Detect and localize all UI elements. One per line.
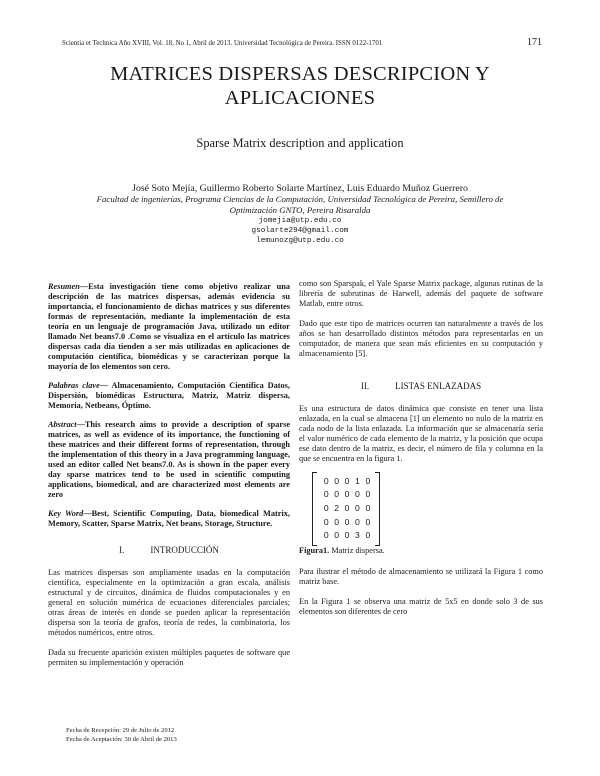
paper-title bbox=[40, 62, 560, 110]
matrix-cell: 0 bbox=[323, 475, 329, 486]
matrix-left-bracket bbox=[312, 472, 317, 546]
matrix-cell: 0 bbox=[334, 530, 339, 541]
matrix-cell: 0 bbox=[365, 530, 371, 541]
matrix-cell: 0 bbox=[365, 502, 371, 513]
matrix-cell: 0 bbox=[344, 475, 350, 486]
matrix-cell: 0 bbox=[323, 516, 329, 527]
running-head: Scientia et Technica Año XVIII, Vol. 18, No 1, Abril de 2013. Universidad Tecnológica de Pereira. ISSN 0122-1701 bbox=[62, 40, 383, 47]
listas-paragraph: Es una estructura de datos dinámica que consiste en tener una lista enlazada, en la cual se almacena [1] un elemento no nulo de la matriz en cada nodo de la lista enlazada. La información que se almacenaría sería el valor numérico de cada elemento de la matriz, y la posición que ocupa ese dato dentro de la matriz, es decir, el número de fila y columna en la que se encuentra en la figura 1. bbox=[299, 404, 543, 463]
matrix-cell: 0 bbox=[344, 516, 350, 527]
figure-caption-label: Figura1. bbox=[299, 546, 330, 555]
matrix-row bbox=[321, 501, 373, 515]
footer-dates bbox=[66, 726, 177, 744]
matrix-cell: 0 bbox=[365, 475, 371, 486]
matrix-cell: 1 bbox=[355, 475, 360, 486]
matrix-cell: 0 bbox=[355, 489, 360, 500]
palabras-clave-block bbox=[48, 381, 290, 411]
email-3: lemunozg@utp.edu.co bbox=[256, 237, 344, 245]
matrix-cell: 0 bbox=[355, 516, 360, 527]
section-2-title: LISTAS ENLAZADAS bbox=[395, 381, 482, 391]
matrix-row bbox=[321, 488, 373, 502]
page-number: 171 bbox=[527, 37, 542, 48]
matrix-row bbox=[321, 515, 373, 529]
resumen-block bbox=[48, 282, 290, 372]
matrix-cell: 0 bbox=[334, 516, 339, 527]
author-emails bbox=[100, 216, 500, 246]
authors: José Soto Mejía, Guillermo Roberto Solarte Martínez, Luis Eduardo Muñoz Guerrero bbox=[132, 183, 468, 194]
section-2-heading bbox=[299, 381, 543, 391]
resumen-text: —Esta investigación tiene como objetivo realizar una descripción de las matrices dispersas, además evidencia su importancia, el funcionamiento de dichas matrices y sus diferentes formas de representación, mediante la implementación de esta teoría en un lenguaje de programación Java, utilizado un editor llamado Net beans7.0 .Como se visualiza en el artículo las matrices dispersas cada día tienden a ser más utilizadas en aplicaciones de computación científica, biomédicas y se caracterizan porque la mayoría de los elementos son cero. bbox=[48, 282, 290, 371]
matrix-row bbox=[321, 474, 373, 488]
abstract-block bbox=[48, 420, 290, 500]
email-2: gsolarte294@gmail.com bbox=[251, 227, 349, 235]
matrix-cell: 0 bbox=[344, 530, 350, 541]
section-1-number: I. bbox=[119, 545, 125, 555]
matrix-cell: 0 bbox=[365, 489, 371, 500]
keywords-text: —Best, Scientific Computing, Data, biomedical Matrix, Memory, Scatter, Sparse Matrix, Net beans, Storage, Structure. bbox=[48, 509, 290, 528]
palabras-clave-label: Palabras clave bbox=[48, 381, 100, 390]
title-line-1: MATRICES DISPERSAS DESCRIPCION Y bbox=[110, 63, 490, 85]
palabras-clave-text: — Almacenamiento, Computación Científica Datos, Dispersión, biomédicas Estructura, Matriz, Matriz dispersa, Memoria, Netbeans, Óptimo. bbox=[48, 381, 290, 410]
section-2-number: II. bbox=[360, 381, 370, 391]
received-date: Fecha de Recepción: 29 de Julio de 2012 bbox=[66, 727, 175, 734]
matrix-cell: 0 bbox=[355, 502, 360, 513]
right-paragraph-1: como son Sparspak, el Yale Sparse Matrix package, algunas rutinas de la librería de subrutinas de Harwell, además del paquete de software Matlab, entre otros. bbox=[299, 279, 543, 308]
matrix-cell: 0 bbox=[334, 489, 339, 500]
abstract-label: Abstract bbox=[48, 420, 77, 429]
matrix-cell: 0 bbox=[323, 530, 329, 541]
affiliation-line-1: Facultad de ingenierías, Programa Ciencias de la Computación, Universidad Tecnológica de Pereira, Semillero de bbox=[96, 194, 504, 204]
matrix-cell: 0 bbox=[344, 502, 350, 513]
matrix-cell: 0 bbox=[344, 489, 350, 500]
resumen-label: Resumen bbox=[48, 282, 80, 291]
paper-subtitle: Sparse Matrix description and application bbox=[196, 136, 404, 150]
right-column bbox=[299, 279, 543, 617]
keywords-block bbox=[48, 509, 290, 529]
matrix-cell: 0 bbox=[323, 502, 329, 513]
figure-caption-text: Matriz dispersa. bbox=[329, 546, 385, 555]
abstract-text: —This research aims to provide a description of sparse matrices, as well as evidence of its importance, the functioning of these matrices and their different forms of representation, through the implementation of this theory in a Java programming language, used an editor called Net beans7.0. As is shown in the paper every day sparse matrices tend to be used in scientific computing applications, biomedical, and are characterized most elements are zero bbox=[48, 420, 290, 499]
intro-paragraph-2: Dada su frecuente aparición existen múltiples paquetes de software que permiten su implementación y operación bbox=[48, 648, 290, 667]
title-line-2: APLICACIONES bbox=[224, 87, 376, 109]
section-1-heading bbox=[48, 545, 290, 555]
accepted-date: Fecha de Aceptación: 30 de Abril de 2013 bbox=[66, 736, 177, 743]
section-1-title: INTRODUCCIÓN bbox=[150, 545, 219, 555]
matrix-right-bracket bbox=[375, 472, 380, 546]
right-paragraph-2: Dado que este tipo de matrices ocurren tan naturalmente a través de los años se han desarrollado distintos métodos para representarlas en un computador, de manera que sean más eficientes en su computación y almacenamiento [5]. bbox=[299, 319, 543, 358]
matrix-cell: 0 bbox=[365, 516, 371, 527]
after-figure-paragraph-1: Para ilustrar el método de almacenamiento se utilizará la Figura 1 como matriz base. bbox=[299, 567, 543, 586]
keywords-label: Key Word bbox=[48, 509, 84, 518]
sparse-matrix-figure bbox=[312, 472, 380, 546]
matrix-grid bbox=[321, 474, 373, 542]
matrix-cell: 3 bbox=[355, 530, 360, 541]
affiliation-line-2: Optimización GNTO, Pereira Risaralda bbox=[229, 205, 371, 215]
figure-caption bbox=[299, 546, 543, 556]
affiliation bbox=[80, 194, 520, 216]
intro-paragraph-1: Las matrices dispersas son ampliamente usadas en la computación científica, especialmente en la optimización a gran escala, análisis estructural y de circuitos, dinámica de fluidos computacionales y en general en solución numérica de ecuaciones diferenciales parciales; otras áreas de interés en donde se pueden aplicar la representación dispersa son la teoría de grafos, teoría de redes, la combinatoria, los métodos numéricos, entre otros. bbox=[48, 568, 290, 637]
left-column bbox=[48, 282, 290, 668]
matrix-cell: 0 bbox=[334, 475, 339, 486]
email-1: jomejia@utp.edu.co bbox=[258, 217, 342, 225]
matrix-row bbox=[321, 528, 373, 542]
matrix-cell: 0 bbox=[323, 489, 329, 500]
matrix-cell: 2 bbox=[334, 502, 339, 513]
after-figure-paragraph-2: En la Figura 1 se observa una matriz de 5x5 en donde solo 3 de sus elementos son diferentes de cero bbox=[299, 597, 543, 616]
